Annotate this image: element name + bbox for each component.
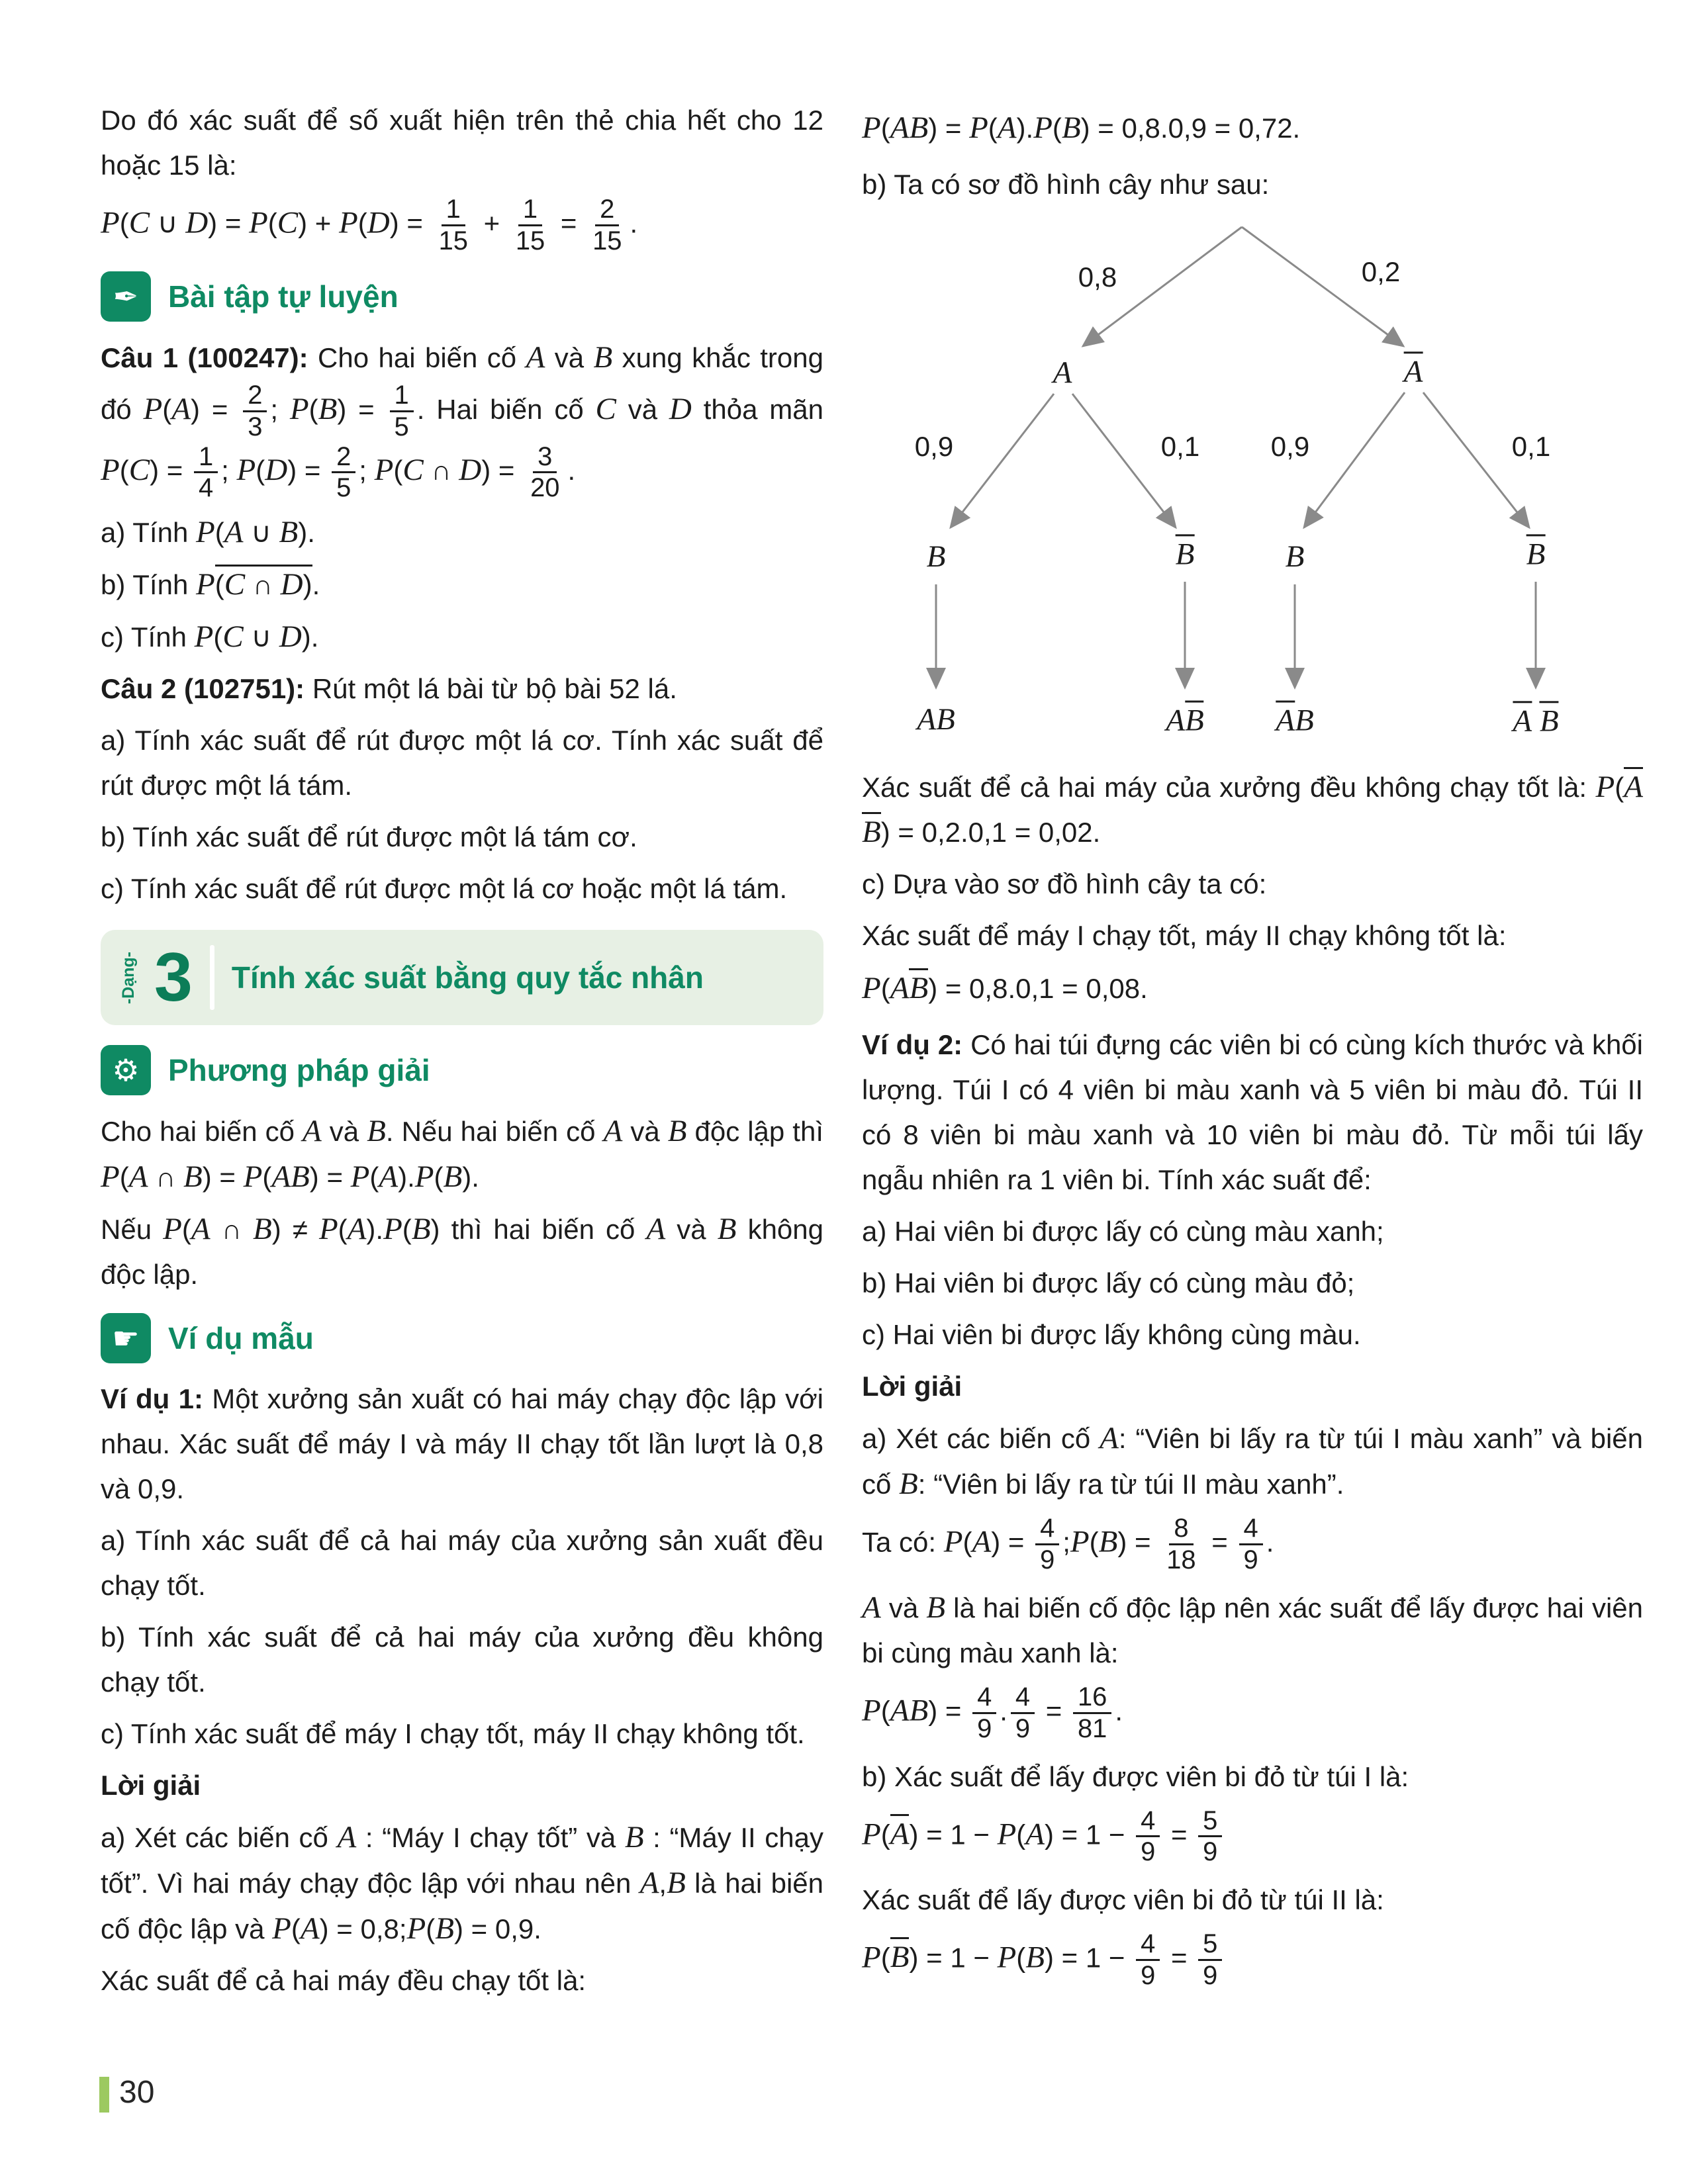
tree-node-A-bar: A xyxy=(1404,351,1423,388)
right-column xyxy=(862,98,1643,2001)
question-1-label: Câu 1 (100247): xyxy=(101,342,308,374)
question-1-text: Cho hai biến cố A và B xung khắc trong đó P(A) = $\frac{2}{3}$ ; P(B) = $\frac{1}{5}$ . Hai biến cố C và D thỏa mãn P(C) = $\frac{1}{4}$ ; P(D) = $\frac{2}{5}$ ; P(C ∩ D) = $\frac{3}{20}$ . xyxy=(101,340,823,503)
probability-tree-diagram xyxy=(862,216,1643,759)
solution-heading: Lời giải xyxy=(101,1770,201,1801)
banner-vertical-tag: -Dạng- xyxy=(119,951,138,1004)
paragraph-c2: Xác suất để máy I chạy tốt, máy II chạy không tốt là: xyxy=(862,920,1507,951)
formula-abbar: P(AB) = 0,8.0,1 = 0,08. xyxy=(862,965,1643,1012)
example-2c: c) Hai viên bi được lấy không cùng màu. xyxy=(862,1319,1361,1350)
question-1 xyxy=(101,335,823,503)
tree-leaf-AbarB: AB xyxy=(1276,701,1313,739)
tree-edge-label: 0,9 xyxy=(1270,431,1310,462)
tree-leaf-AB: AB xyxy=(917,702,955,737)
tree-edge-label: 0,8 xyxy=(1078,261,1117,293)
page-number-accent-bar xyxy=(99,2077,109,2113)
solution-paragraph-4: b) Xác suất để lấy được viên bi đỏ từ túi I là: xyxy=(862,1760,1409,1792)
tree-edge-label: 0,1 xyxy=(1511,431,1551,462)
banner-title: Tính xác suất bằng quy tắc nhân xyxy=(231,960,704,995)
solution-paragraph-2: Xác suất để cả hai máy đều chạy tốt là: xyxy=(101,1965,586,1997)
method-paragraph-1: Cho hai biến cố A và B. Nếu hai biến cố A và B độc lập thì P(A ∩ B) = P(AB) = P(A).P(B). xyxy=(101,1114,824,1195)
pen-icon: ✒ xyxy=(101,271,151,322)
example-2b: b) Hai viên bi được lấy có cùng màu đỏ; xyxy=(862,1267,1355,1298)
formula-union-sum: P(C ∪ D) = P(C) + P(D) = $\frac{1}{15}$ + $\frac{1}{15}$ = $\frac{2}{15}$ . xyxy=(101,195,638,255)
paragraph-both-not-good: Xác suất để cả hai máy của xưởng đều không chạy tốt là: P(A B) = 0,2.0,1 = 0,02. xyxy=(862,764,1643,855)
method-paragraph-2: Nếu P(A ∩ B) ≠ P(A).P(B) thì hai biến cố A và B không độc lập. xyxy=(101,1212,824,1291)
question-2b: b) Tính xác suất để rút được một lá tám cơ. xyxy=(101,821,637,853)
tree-leaf-AbarBbar: A B xyxy=(1513,701,1558,737)
tree-node-B: B xyxy=(926,539,946,574)
tree-node-A: A xyxy=(1053,355,1072,390)
solution-paragraph-1: a) Xét các biến cố A: “Viên bi lấy ra từ túi I màu xanh” và biến cố B: “Viên bi lấy ra từ túi II màu xanh”. xyxy=(862,1421,1643,1501)
section-header-label: Phương pháp giải xyxy=(168,1053,430,1088)
tree-intro: b) Ta có sơ đồ hình cây như sau: xyxy=(862,169,1270,200)
section-header-example xyxy=(101,1313,823,1363)
example-1-text: Một xưởng sản xuất có hai máy chạy độc lập với nhau. Xác suất để máy I và máy II chạy tốt lần lượt là 0,8 và 0,9. xyxy=(101,1383,823,1505)
question-2 xyxy=(101,666,823,711)
section-header-label: Ví dụ mẫu xyxy=(168,1321,314,1356)
example-1c: c) Tính xác suất để máy I chạy tốt, máy II chạy không tốt. xyxy=(101,1718,805,1750)
formula-pab: P(AB) = P(A).P(B) = 0,8.0,9 = 0,72. xyxy=(862,111,1301,145)
tree-node-B-bar: B xyxy=(1176,534,1195,570)
question-1b: b) Tính P(C ∩ D). xyxy=(101,562,823,608)
example-1b: b) Tính xác suất để cả hai máy của xưởng đều không chạy tốt. xyxy=(101,1621,823,1698)
tree-leaf-ABbar: AB xyxy=(1166,701,1203,739)
tree-node-B-bar: B xyxy=(1526,534,1546,570)
question-2c: c) Tính xác suất để rút được một lá cơ hoặc một lá tám. xyxy=(101,873,788,905)
tree-edge-label: 0,1 xyxy=(1160,431,1200,462)
example-2 xyxy=(862,1023,1643,1203)
dang-3-banner xyxy=(101,930,823,1025)
paragraph-intro: Do đó xác suất để số xuất hiện trên thẻ chia hết cho 12 hoặc 15 là: xyxy=(101,105,823,181)
pointing-hand-icon: ☛ xyxy=(101,1313,151,1363)
tree-edge-label: 0,2 xyxy=(1361,256,1401,287)
section-header-label: Bài tập tự luyện xyxy=(168,279,399,314)
example-1a: a) Tính xác suất để cả hai máy của xưởng sản xuất đều chạy tốt. xyxy=(101,1525,823,1602)
formula-a-bar: P(A) = 1 − P(A) = 1 − $\frac{4}{9}$ = $\frac{5}{9}$ xyxy=(862,1806,1643,1867)
tree-edge-label: 0,9 xyxy=(914,431,954,462)
solution-heading: Lời giải xyxy=(862,1371,962,1402)
example-2a: a) Hai viên bi được lấy có cùng màu xanh; xyxy=(862,1216,1384,1247)
section-header-method xyxy=(101,1045,823,1095)
example-1 xyxy=(101,1377,823,1512)
question-2-label: Câu 2 (102751): xyxy=(101,673,305,705)
section-header-practice xyxy=(101,271,823,322)
formula-pa-pb: Ta có: P(A) = $\frac{4}{9}$ ;P(B) = $\frac{8}{18}$ = $\frac{4}{9}$ . xyxy=(862,1514,1274,1574)
solution-paragraph-3: A và B là hai biến cố độc lập nên xác suất để lấy được hai viên bi cùng màu xanh là: xyxy=(862,1590,1643,1669)
solution-paragraph-5: Xác suất để lấy được viên bi đỏ từ túi II là: xyxy=(862,1884,1384,1916)
question-2a: a) Tính xác suất để rút được một lá cơ. Tính xác suất để rút được một lá tám. xyxy=(101,725,823,801)
example-2-text: Có hai túi đựng các viên bi có cùng kích thước và khối lượng. Túi I có 4 viên bi màu xanh và 5 viên bi màu đỏ. Túi II có 8 viên bi màu xanh và 10 viên bi màu đỏ. Từ mỗi túi lấy ngẫu nhiên ra 1 viên bi. Tính xác suất để: xyxy=(862,1029,1643,1195)
question-1c: c) Tính P(C ∪ D). xyxy=(101,619,319,655)
page-number: 30 xyxy=(119,2075,155,2110)
question-1a: a) Tính P(A ∪ B). xyxy=(101,515,315,550)
tree-node-B: B xyxy=(1285,539,1305,574)
gear-icon: ⚙ xyxy=(101,1045,151,1095)
tree-arrows xyxy=(862,216,1643,759)
banner-number: 3 xyxy=(154,938,193,1016)
formula-16-81: P(AB) = $\frac{4}{9}$ . $\frac{4}{9}$ = $\frac{16}{81}$ . xyxy=(862,1682,1123,1744)
left-column xyxy=(101,98,823,2010)
paragraph-c: c) Dựa vào sơ đồ hình cây ta có: xyxy=(862,868,1267,899)
formula-b-bar: P(B) = 1 − P(B) = 1 − $\frac{4}{9}$ = $\frac{5}{9}$ xyxy=(862,1929,1643,1990)
example-2-label: Ví dụ 2: xyxy=(862,1029,963,1060)
solution-paragraph-1: a) Xét các biến cố A : “Máy I chạy tốt” và B : “Máy II chạy tốt”. Vì hai máy chạy độc lập với nhau nên A,B là hai biến cố độc lập và P(A) = 0,8;P(B) = 0,9. xyxy=(101,1820,824,1946)
question-2-text: Rút một lá bài từ bộ bài 52 lá. xyxy=(305,673,677,705)
example-1-label: Ví dụ 1: xyxy=(101,1383,203,1415)
banner-divider xyxy=(210,945,214,1010)
